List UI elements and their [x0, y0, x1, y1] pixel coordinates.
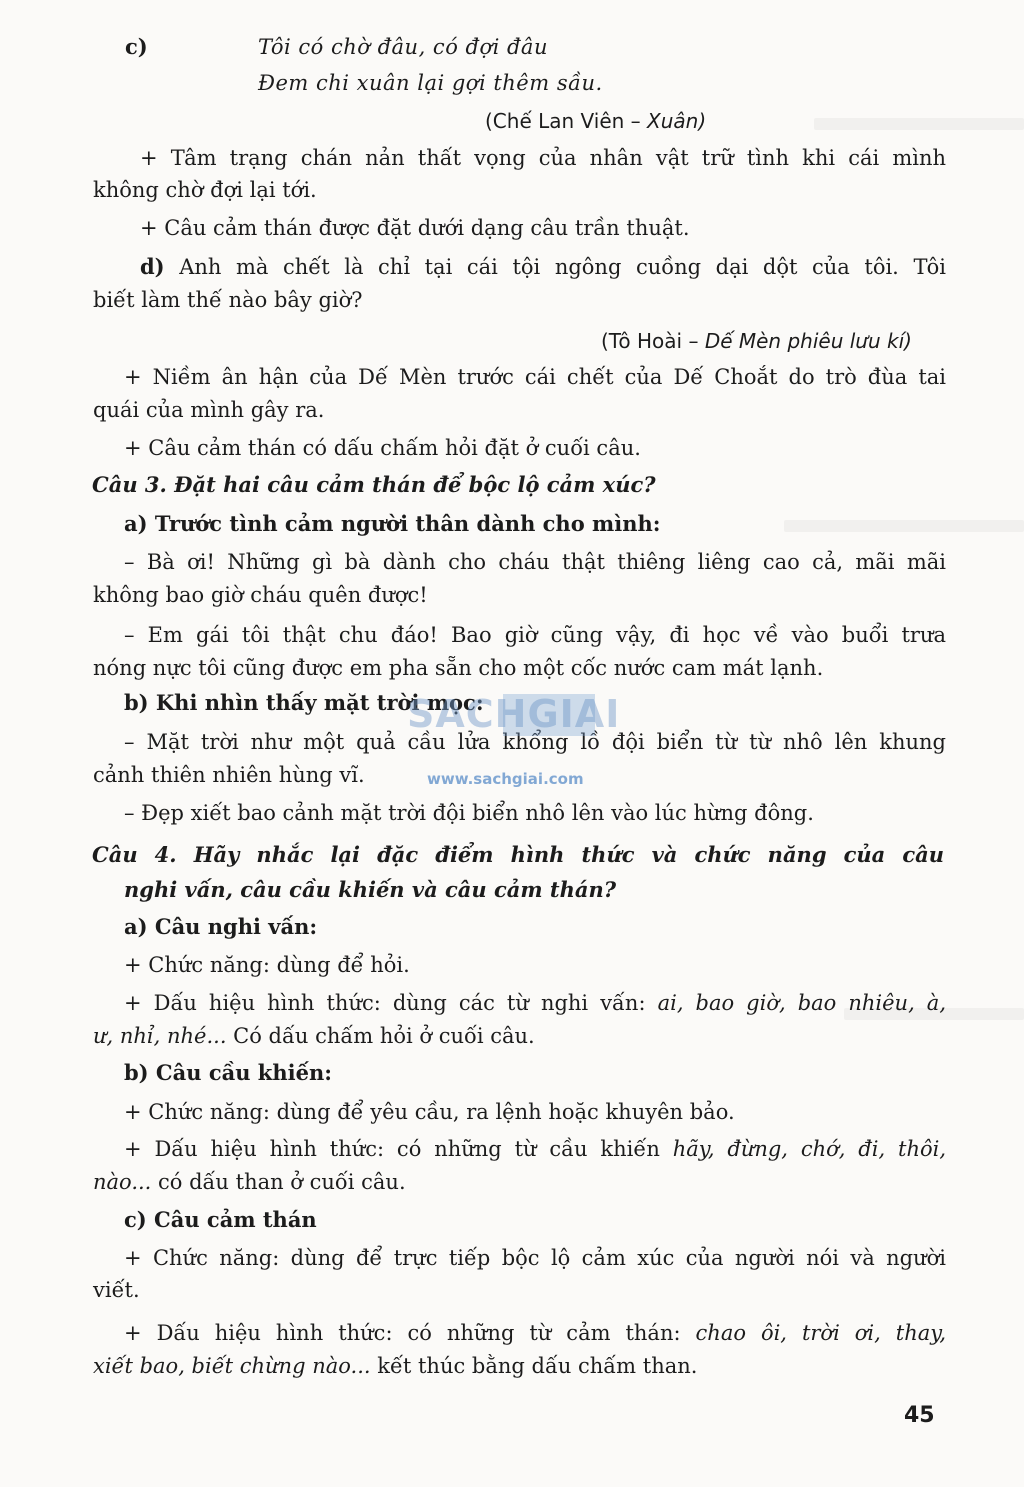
question-4-heading-cont: nghi vấn, câu cầu khiến và câu cảm thán?: [124, 877, 617, 902]
paragraph-line: + Câu cảm thán có dấu chấm hỏi đặt ở cuối câu.: [124, 436, 641, 460]
watermark-brand: SACHGIAI: [407, 692, 621, 736]
paragraph-line: + Chức năng: dùng để yêu cầu, ra lệnh hoặc khuyên bảo.: [124, 1100, 735, 1124]
paragraph-line: – Em gái tôi thật chu đáo! Bao giờ cũng vậy, đi học về vào buổi trưa: [124, 623, 946, 647]
paragraph-line: + Niềm ân hận của Dế Mèn trước cái chết của Dế Choắt do trò đùa tai: [124, 365, 946, 389]
paragraph-line: – Đẹp xiết bao cảnh mặt trời đội biển nhô lên vào lúc hừng đông.: [124, 801, 814, 825]
paragraph-line: quái của mình gây ra.: [93, 398, 325, 422]
paragraph-line: + Chức năng: dùng để trực tiếp bộc lộ cảm xúc của người nói và người: [124, 1246, 946, 1270]
item-label-c: c): [125, 34, 148, 59]
source-citation-2: (Tô Hoài – Dế Mèn phiêu lưu kí): [601, 329, 912, 353]
paragraph-line: biết làm thế nào bây giờ?: [93, 288, 363, 312]
paragraph-line: không chờ đợi lại tới.: [93, 178, 317, 202]
paragraph-line: + Dấu hiệu hình thức: có những từ cầu khiến hãy, đừng, chớ, đi, thôi,: [124, 1137, 946, 1161]
paragraph-line: không bao giờ cháu quên được!: [93, 583, 428, 607]
poem-line-1: Tôi có chờ đâu, có đợi đâu: [258, 35, 548, 59]
paragraph-line: + Dấu hiệu hình thức: có những từ cảm thán: chao ôi, trời ơi, thay,: [124, 1321, 947, 1345]
paragraph-line: + Dấu hiệu hình thức: dùng các từ nghi vấn: ai, bao giờ, bao nhiêu, à,: [124, 991, 946, 1015]
show-through-mark: [814, 118, 1024, 130]
source-citation-1: (Chế Lan Viên – Xuân): [485, 109, 707, 133]
watermark-url: www.sachgiai.com: [427, 770, 584, 788]
paragraph-line: + Câu cảm thán được đặt dưới dạng câu trần thuật.: [140, 216, 690, 240]
paragraph-line: + Tâm trạng chán nản thất vọng của nhân vật trữ tình khi cái mình: [140, 146, 946, 170]
poem-line-2: Đem chi xuân lại gợi thêm sầu.: [258, 71, 603, 95]
subheading-4c: c) Câu cảm thán: [124, 1207, 317, 1232]
paragraph-line: d) Anh mà chết là chỉ tại cái tội ngông cuồng dại dột của tôi. Tôi: [140, 254, 946, 279]
subheading-3a: a) Trước tình cảm người thân dành cho mình:: [124, 511, 661, 536]
paragraph-line: – Bà ơi! Những gì bà dành cho cháu thật thiêng liêng cao cả, mãi mãi: [124, 550, 946, 574]
watermark-logo: [407, 692, 627, 792]
paragraph-line: nóng nực tôi cũng được em pha sẵn cho một cốc nước cam mát lạnh.: [93, 656, 824, 680]
subheading-4b: b) Câu cầu khiến:: [124, 1060, 332, 1085]
question-3-heading: Câu 3. Đặt hai câu cảm thán để bộc lộ cảm xúc?: [92, 472, 656, 497]
page-number: 45: [904, 1403, 935, 1428]
paragraph-line: + Chức năng: dùng để hỏi.: [124, 953, 410, 977]
paragraph-line: xiết bao, biết chừng nào... kết thúc bằng dấu chấm than.: [93, 1354, 698, 1378]
subheading-4a: a) Câu nghi vấn:: [124, 914, 318, 939]
subheading-3b: b) Khi nhìn thấy mặt trời mọc:: [124, 690, 484, 715]
paragraph-line: ư, nhỉ, nhé... Có dấu chấm hỏi ở cuối câu.: [93, 1024, 535, 1048]
paragraph-line: viết.: [93, 1278, 140, 1302]
show-through-mark: [784, 520, 1024, 532]
question-4-heading: Câu 4. Hãy nhắc lại đặc điểm hình thức và chức năng của câu: [92, 842, 944, 867]
paragraph-line: nào... có dấu than ở cuối câu.: [93, 1170, 406, 1194]
paragraph-line: cảnh thiên nhiên hùng vĩ.: [93, 763, 365, 787]
paragraph-line: – Mặt trời như một quả cầu lửa khổng lồ đội biển từ từ nhô lên khung: [124, 730, 946, 754]
